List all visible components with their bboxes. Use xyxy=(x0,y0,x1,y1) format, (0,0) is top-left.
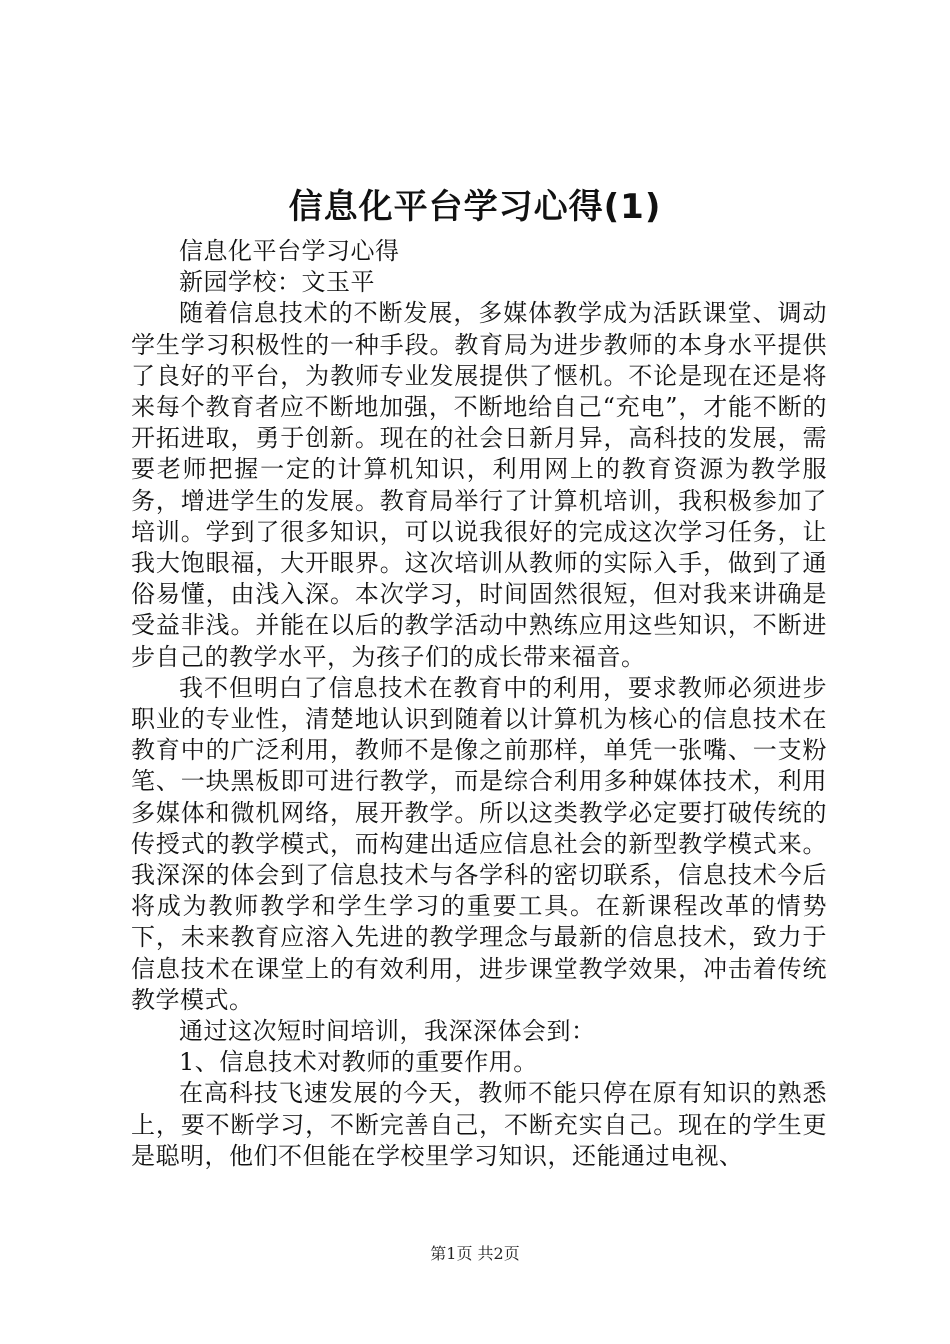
body-paragraph: 我不但明白了信息技术在教育中的利用，要求教师必须进步职业的专业性，清楚地认识到随着以计算机为核心的信息技术在教育中的广泛利用，教师不是像之前那样，单凭一张嘴、一支粉笔、一块黑板即可进行教学，而是综合利用多种媒体技术，利用多媒体和微机网络，展开教学。所以这类教学必定要打破传统的传授式的教学模式，而构建出适应信息社会的新型教学模式来。我深深的体会到了信息技术与各学科的密切联系，信息技术今后将成为教师教学和学生学习的重要工具。在新课程改革的情势下，未来教育应溶入先进的教学理念与最新的信息技术，致力于信息技术在课堂上的有效利用，进步课堂教学效果，冲击着传统教学模式。 xyxy=(131,673,827,1014)
body-paragraph: 新园学校：文玉平 xyxy=(179,268,375,297)
body-paragraph: 在高科技飞速发展的今天，教师不能只停在原有知识的熟悉上，要不断学习，不断完善自己，不断充实自己。现在的学生更是聪明，他们不但能在学校里学习知识，还能通过电视、 xyxy=(131,1079,827,1170)
page-number-footer: 第1页 共2页 xyxy=(430,1244,520,1263)
document-title: 信息化平台学习心得(1) xyxy=(288,187,662,227)
body-paragraph: 随着信息技术的不断发展，多媒体教学成为活跃课堂、调动学生学习积极性的一种手段。教育局为进步教师的本身水平提供了良好的平台，为教师专业发展提供了惬机。不论是现在还是将来每个教育者应不断地加强，不断地给自己“充电”，才能不断的开拓进取，勇于创新。现在的社会日新月异，高科技的发展，需要老师把握一定的计算机知识，利用网上的教育资源为教学服务，增进学生的发展。教育局举行了计算机培训，我积极参加了培训。学到了很多知识，可以说我很好的完成这次学习任务，让我大饱眼福，大开眼界。这次培训从教师的实际入手，做到了通俗易懂，由浅入深。本次学习，时间固然很短，但对我来讲确是受益非浅。并能在以后的教学活动中熟练应用这些知识，不断进步自己的教学水平，为孩子们的成长带来福音。 xyxy=(131,299,827,671)
body-paragraph: 1、信息技术对教师的重要作用。 xyxy=(179,1048,538,1077)
body-paragraph: 信息化平台学习心得 xyxy=(179,237,400,265)
document-body xyxy=(131,236,827,1172)
body-paragraph: 通过这次短时间培训，我深深体会到： xyxy=(179,1017,596,1046)
